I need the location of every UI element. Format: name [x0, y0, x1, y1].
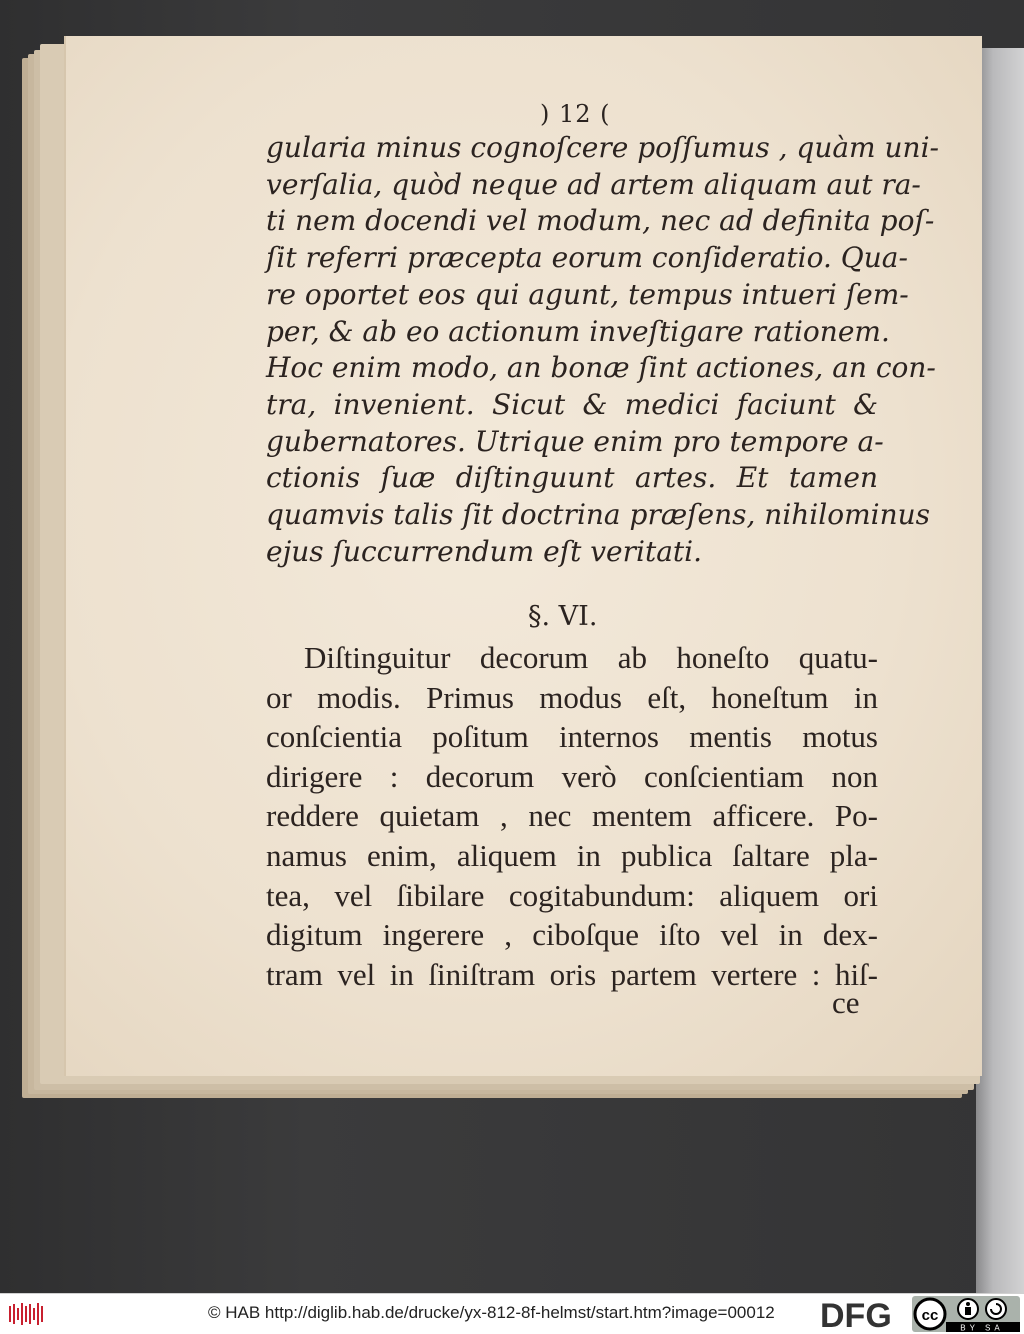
dfg-logo-text: DFG	[820, 1297, 892, 1331]
italic-paragraph	[266, 130, 939, 570]
hab-logo-icon	[8, 1302, 46, 1326]
text-line: verſalia, quòd neque ad artem aliquam aut ra-	[266, 167, 921, 201]
section-heading: §. VI.	[528, 601, 598, 632]
page-number: ) 12 (	[540, 100, 611, 128]
text-line: tra, invenient. Sicut & medici faciunt &	[266, 387, 878, 421]
text-line: gularia minus cognoſcere poſſumus , quàm uni-	[266, 131, 939, 164]
license-text: BY SA	[960, 1323, 1004, 1332]
text-line: dirigere : decorum verò conſcientiam non	[266, 758, 878, 794]
text-line: Diſtinguitur decorum ab honeſto quatu-	[304, 640, 878, 675]
text-line: ti nem docendi vel modum, nec ad definita poſ-	[266, 204, 935, 238]
text-line: gubernatores. Utrique enim pro tempore a-	[266, 424, 884, 458]
text-line: ejus ſuccurrendum eſt veritati.	[266, 534, 702, 568]
text-line: conſcientia poſitum internos mentis motus	[266, 719, 878, 755]
text-line: reddere quietam , nec mentem afficere. Po-	[266, 798, 878, 834]
text-line: quamvis talis ſit doctrina præſens, nihilominus	[266, 498, 931, 532]
text-line: namus enim, aliquem in publica ſaltare pla-	[266, 837, 878, 873]
roman-paragraph	[266, 638, 878, 994]
text-line: or modis. Primus modus eſt, honeſtum in	[266, 679, 878, 715]
text-line: ſit referri præcepta eorum conſideratio. Qua-	[266, 241, 908, 275]
text-line: tea, vel ſibilare cogitabundum: aliquem ori	[266, 877, 878, 913]
text-line: re oportet eos qui agunt, tempus intueri ſem-	[266, 277, 909, 311]
cc-license-icon[interactable]	[912, 1296, 1020, 1332]
catchword: ce	[832, 985, 860, 1020]
text-line: digitum ingerere , ciboſque iſto vel in dex-	[266, 917, 878, 953]
dfg-logo-icon[interactable]	[818, 1297, 910, 1331]
copyright-link[interactable]: © HAB http://diglib.hab.de/drucke/yx-812-8f-helmst/start.htm?image=00012	[208, 1303, 775, 1322]
text-line: ctionis ſuæ diſtinguunt artes. Et tamen	[266, 461, 878, 495]
text-line: Hoc enim modo, an bonæ ſint actiones, an con-	[266, 351, 936, 385]
text-line: per, & ab eo actionum inveſtigare rationem.	[266, 314, 890, 348]
text-line: tram vel in ſiniſtram oris partem vertere : hiſ-	[266, 956, 878, 992]
footer-bar	[0, 1293, 1024, 1334]
svg-text:cc: cc	[921, 1307, 939, 1324]
facing-page-edge	[976, 48, 1024, 1293]
